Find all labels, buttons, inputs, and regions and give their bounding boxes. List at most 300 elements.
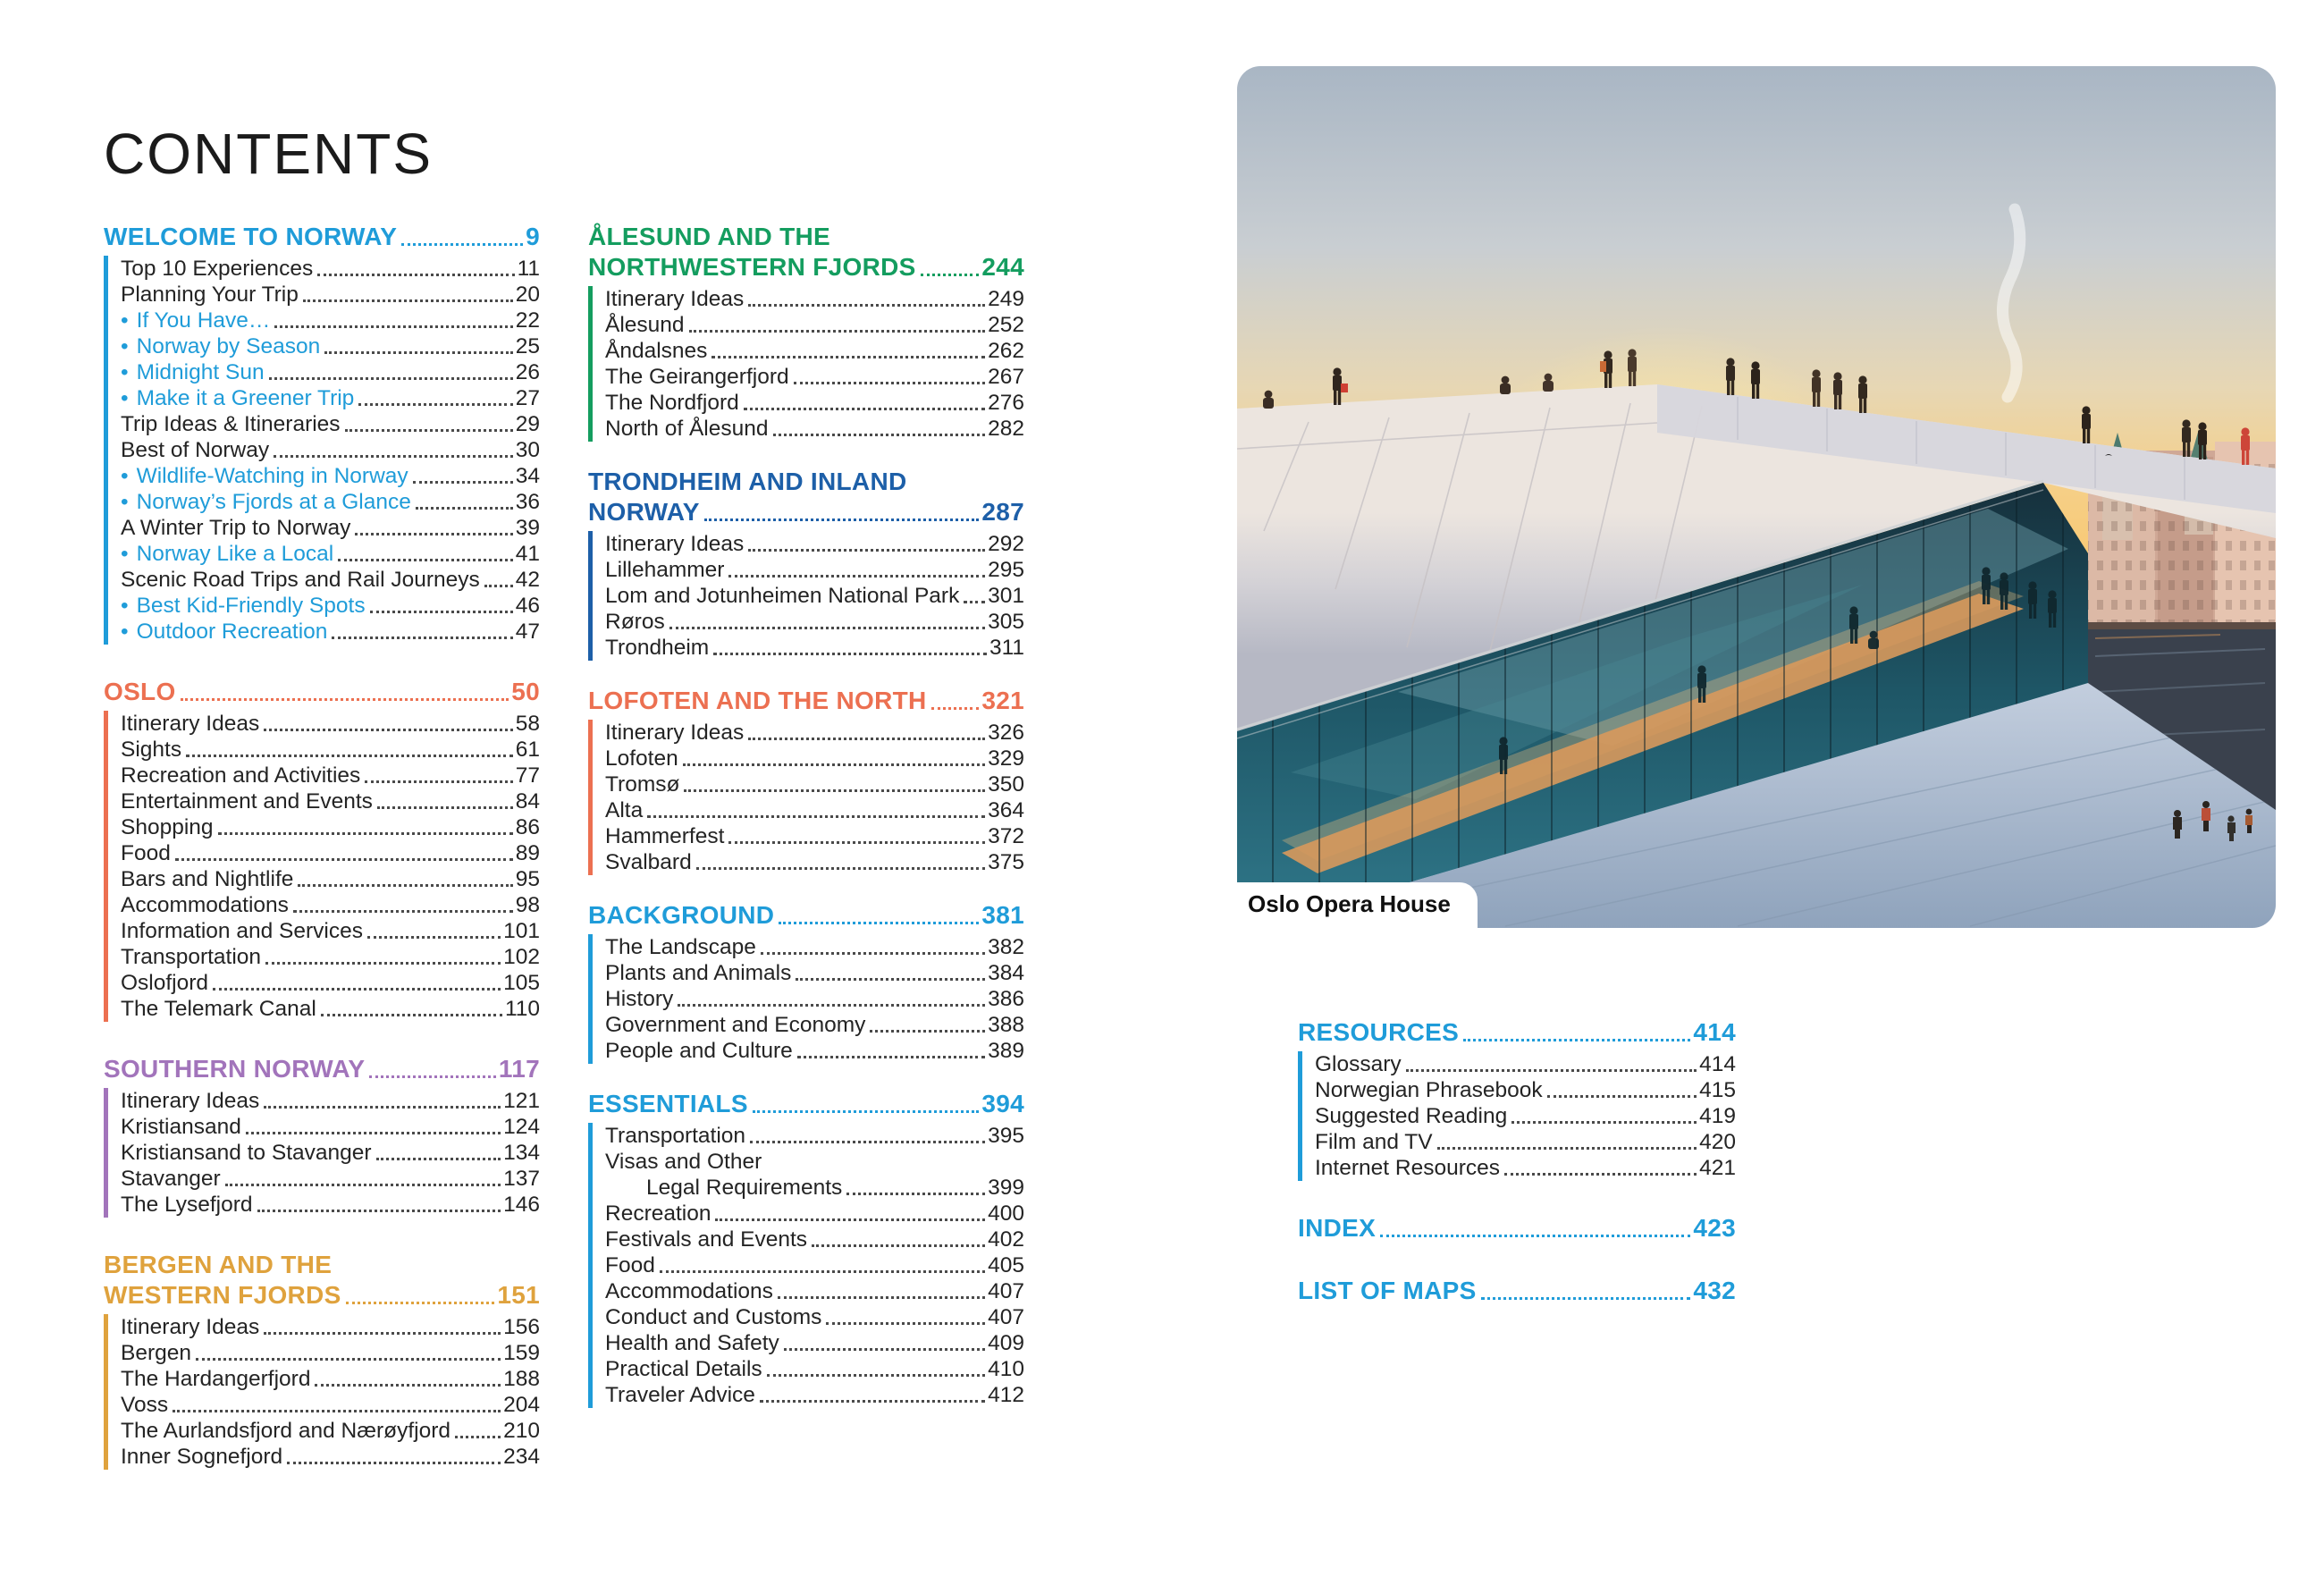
dot-leader [298, 884, 512, 887]
toc-column-left [104, 222, 540, 1502]
toc-entry[interactable] [121, 737, 540, 763]
toc-entry[interactable] [605, 286, 1024, 312]
dot-leader [753, 1110, 980, 1113]
toc-section-entries [104, 1314, 540, 1470]
dot-leader [779, 922, 979, 924]
toc-entry-label: Ålesund [605, 313, 685, 337]
toc-entry[interactable] [605, 338, 1024, 364]
dot-leader [964, 601, 985, 603]
toc-entry[interactable] [121, 1140, 540, 1166]
dot-leader [287, 1462, 501, 1464]
toc-entry-page: 102 [503, 945, 540, 969]
section-page-number: 414 [1693, 1018, 1736, 1046]
toc-entry-page: 409 [988, 1331, 1024, 1355]
dot-leader [303, 299, 513, 302]
dot-leader [760, 1400, 985, 1403]
bullet-icon: • [121, 594, 129, 618]
toc-entry-label: Top 10 Experiences [121, 257, 314, 281]
opera-house-illustration [1237, 66, 2276, 928]
section-title: NORWAY [588, 498, 700, 526]
bullet-icon: • [121, 360, 129, 384]
toc-entry-page: 22 [515, 308, 540, 333]
dot-leader [265, 962, 501, 965]
dot-leader [246, 1132, 501, 1134]
toc-entry-page: 25 [515, 334, 540, 358]
toc-entry-page: 95 [515, 867, 540, 891]
bullet-icon: • [121, 334, 129, 358]
toc-entry[interactable] [605, 1149, 1024, 1175]
section-title: INDEX [1298, 1214, 1377, 1242]
toc-entry-label: Itinerary Ideas [605, 532, 745, 556]
toc-entry-page: 407 [988, 1279, 1024, 1303]
toc-entry-label: Oslofjord [121, 971, 209, 995]
toc-entry-page: 405 [988, 1253, 1024, 1277]
dot-leader [794, 382, 985, 384]
toc-entry[interactable] [121, 359, 540, 385]
dot-leader [365, 780, 512, 783]
section-title: OSLO [104, 678, 176, 705]
dot-leader [713, 653, 987, 655]
toc-section-entries [588, 934, 1024, 1064]
toc-entry-page: 384 [988, 961, 1024, 985]
toc-entry-page: 420 [1699, 1130, 1736, 1154]
dot-leader [264, 729, 512, 731]
dot-leader [647, 815, 985, 818]
toc-entry-label: Svalbard [605, 850, 692, 874]
section-title: BACKGROUND [588, 901, 775, 929]
toc-entry[interactable] [1315, 1103, 1736, 1129]
toc-entry-page: 375 [988, 850, 1024, 874]
dot-leader [812, 1244, 985, 1247]
dot-leader [750, 1141, 985, 1143]
toc-entry-label: Legal Requirements [646, 1176, 843, 1200]
toc-entry-label: The Hardangerfjord [121, 1367, 311, 1391]
toc-entry[interactable] [121, 1114, 540, 1140]
toc-entry-label: Entertainment and Events [121, 789, 373, 814]
toc-entry[interactable] [121, 333, 540, 359]
toc-entry-label: The Telemark Canal [121, 997, 316, 1021]
toc-entry-label: Health and Safety [605, 1331, 779, 1355]
toc-entry-page: 42 [515, 568, 540, 592]
toc-section-heading[interactable] [104, 677, 540, 707]
toc-section-heading[interactable] [1298, 1017, 1736, 1048]
toc-entry-label: Bergen [121, 1341, 192, 1365]
toc-entry-page: 252 [988, 313, 1024, 337]
toc-entry[interactable] [605, 746, 1024, 771]
toc-entry[interactable] [121, 944, 540, 970]
toc-entry[interactable] [121, 840, 540, 866]
toc-entry[interactable] [121, 308, 540, 333]
toc-entry-page: 372 [988, 824, 1024, 848]
toc-entry-page: 188 [503, 1367, 540, 1391]
toc-entry[interactable] [605, 986, 1024, 1012]
toc-entry-label: Outdoor Recreation [136, 620, 328, 644]
toc-entry-label: Norwegian Phrasebook [1315, 1078, 1543, 1102]
toc-entry-label: Make it a Greener Trip [136, 386, 355, 410]
dot-leader [826, 1322, 985, 1325]
dot-leader [346, 1302, 495, 1304]
toc-entry[interactable] [605, 1201, 1024, 1227]
toc-entry-page: 46 [515, 594, 540, 618]
toc-entry[interactable] [605, 1252, 1024, 1278]
toc-entry-page: 301 [988, 584, 1024, 608]
toc-entry-label: Inner Sognefjord [121, 1445, 283, 1469]
dot-leader [377, 806, 513, 809]
toc-section-heading[interactable] [104, 222, 540, 252]
dot-leader [196, 1358, 501, 1361]
toc-entry-page: 101 [503, 919, 540, 943]
dot-leader [264, 1332, 501, 1335]
dot-leader [358, 403, 512, 406]
dot-leader [678, 1004, 985, 1007]
toc-entry[interactable] [605, 1175, 1024, 1201]
toc-entry[interactable] [605, 635, 1024, 661]
toc-section-entries [104, 711, 540, 1022]
toc-entry[interactable] [121, 1340, 540, 1366]
dot-leader [213, 988, 501, 991]
section-page-number: 381 [981, 901, 1024, 929]
toc-entry-page: 124 [503, 1115, 540, 1139]
toc-entry[interactable] [121, 593, 540, 619]
toc-entry-page: 61 [515, 738, 540, 762]
dot-leader [218, 832, 513, 835]
toc-section-trondheim-and-inland-norway [588, 467, 1024, 661]
toc-entry-label: Information and Services [121, 919, 363, 943]
dot-leader [748, 304, 985, 307]
toc-entry-label: A Winter Trip to Norway [121, 516, 351, 540]
dot-leader [778, 1296, 985, 1299]
dot-leader [315, 1384, 501, 1387]
toc-entry-page: 47 [515, 620, 540, 644]
dot-leader [773, 434, 986, 436]
toc-entry-page: 388 [988, 1013, 1024, 1037]
toc-entry[interactable] [605, 312, 1024, 338]
toc-section-resources [1298, 1017, 1736, 1181]
toc-entry-page: 26 [515, 360, 540, 384]
section-page-number: 117 [498, 1055, 540, 1083]
toc-entry-label: People and Culture [605, 1039, 793, 1063]
toc-entry-page: 137 [503, 1167, 540, 1191]
toc-entry[interactable] [605, 416, 1024, 442]
toc-entry-label: Internet Resources [1315, 1156, 1500, 1180]
toc-entry-label: Kristiansand to Stavanger [121, 1141, 372, 1165]
dot-leader [274, 455, 513, 458]
toc-entry-page: 159 [503, 1341, 540, 1365]
toc-entry-page: 400 [988, 1201, 1024, 1226]
toc-entry[interactable] [121, 996, 540, 1022]
toc-entry-label: Recreation [605, 1201, 712, 1226]
bullet-icon: • [121, 386, 129, 410]
toc-entry-label: Itinerary Ideas [605, 721, 745, 745]
toc-section-alesund-and-the-northwestern-fjords [588, 222, 1024, 442]
toc-entry-label: Lillehammer [605, 558, 725, 582]
toc-entry-page: 249 [988, 287, 1024, 311]
toc-entry[interactable] [605, 934, 1024, 960]
toc-entry-label: Recreation and Activities [121, 763, 361, 788]
toc-entry-page: 11 [517, 257, 540, 281]
section-title: ESSENTIALS [588, 1090, 748, 1117]
toc-entry[interactable] [121, 1192, 540, 1218]
section-title: ÅLESUND AND THE [588, 223, 831, 250]
toc-section-list-of-maps [1298, 1276, 1736, 1306]
dot-leader [293, 910, 513, 913]
toc-entry[interactable] [121, 282, 540, 308]
toc-entry-label: Trip Ideas & Itineraries [121, 412, 341, 436]
toc-entry[interactable] [121, 619, 540, 645]
toc-entry[interactable] [121, 256, 540, 282]
toc-section-heading[interactable] [1298, 1276, 1736, 1306]
toc-entry-label: Conduct and Customs [605, 1305, 822, 1329]
dot-leader [338, 559, 513, 561]
toc-entry-label: Midnight Sun [136, 360, 265, 384]
dot-leader [761, 952, 985, 955]
dot-leader [175, 858, 513, 861]
dot-leader [712, 356, 985, 358]
toc-entry-label: Visas and Other [605, 1150, 762, 1174]
bullet-icon: • [121, 542, 129, 566]
photo-caption: Oslo Opera House [1237, 882, 1478, 928]
toc-entry[interactable] [605, 531, 1024, 557]
toc-entry[interactable] [605, 1304, 1024, 1330]
toc-entry-page: 329 [988, 746, 1024, 771]
toc-entry-page: 134 [503, 1141, 540, 1165]
toc-entry[interactable] [121, 489, 540, 515]
toc-entry[interactable] [121, 711, 540, 737]
toc-entry[interactable] [605, 364, 1024, 390]
toc-entry-page: 415 [1699, 1078, 1736, 1102]
dot-leader [744, 408, 985, 410]
dot-leader [401, 243, 523, 246]
dot-leader [264, 1106, 501, 1109]
section-page-number: 50 [511, 678, 540, 705]
toc-entry[interactable] [121, 1418, 540, 1444]
toc-section-lofoten-and-the-north [588, 686, 1024, 875]
section-page-number: 432 [1693, 1277, 1736, 1304]
section-page-number: 151 [497, 1281, 540, 1309]
toc-entry[interactable] [121, 1314, 540, 1340]
toc-entry[interactable] [605, 1278, 1024, 1304]
toc-section-heading[interactable] [588, 900, 1024, 931]
toc-entry-label: Åndalsnes [605, 339, 708, 363]
toc-entry-label: Planning Your Trip [121, 282, 299, 307]
toc-entry[interactable] [121, 515, 540, 541]
toc-entry[interactable] [121, 1392, 540, 1418]
dot-leader [1437, 1147, 1697, 1150]
toc-entry-page: 20 [515, 282, 540, 307]
section-title: BERGEN AND THE [104, 1251, 333, 1278]
toc-entry[interactable] [121, 567, 540, 593]
dot-leader [728, 575, 985, 578]
toc-section-southern-norway [104, 1054, 540, 1218]
dot-leader [355, 533, 512, 535]
toc-entry[interactable] [121, 1444, 540, 1470]
toc-entry-label: Suggested Reading [1315, 1104, 1508, 1128]
toc-entry[interactable] [121, 437, 540, 463]
toc-entry[interactable] [1315, 1129, 1736, 1155]
toc-entry-label: The Nordfjord [605, 391, 739, 415]
toc-entry-page: 121 [503, 1089, 540, 1113]
dot-leader [181, 698, 509, 701]
toc-entry[interactable] [605, 1012, 1024, 1038]
toc-section-essentials [588, 1089, 1024, 1408]
toc-entry-label: Trondheim [605, 636, 710, 660]
section-title: NORTHWESTERN FJORDS [588, 253, 916, 281]
toc-entry-label: Plants and Animals [605, 961, 792, 985]
dot-leader [367, 936, 501, 939]
toc-entry[interactable] [605, 720, 1024, 746]
toc-section-entries [588, 286, 1024, 442]
toc-entry-label: Best Kid-Friendly Spots [136, 594, 366, 618]
toc-entry[interactable] [605, 609, 1024, 635]
toc-entry[interactable] [605, 823, 1024, 849]
toc-entry-page: 29 [515, 412, 540, 436]
toc-section-heading[interactable] [1298, 1213, 1736, 1244]
toc-entry[interactable] [605, 1330, 1024, 1356]
section-page-number: 9 [526, 223, 540, 250]
dot-leader [332, 637, 512, 639]
toc-entry[interactable] [605, 1123, 1024, 1149]
toc-entry-page: 399 [988, 1176, 1024, 1200]
dot-leader [715, 1218, 985, 1221]
toc-section-entries [104, 256, 540, 645]
toc-entry-page: 41 [515, 542, 540, 566]
section-title: SOUTHERN NORWAY [104, 1055, 366, 1083]
toc-entry[interactable] [121, 463, 540, 489]
bullet-icon: • [121, 620, 129, 644]
toc-section-entries [1298, 1051, 1736, 1181]
dot-leader [784, 1348, 985, 1351]
toc-entry-page: 110 [504, 997, 540, 1021]
dot-leader [1511, 1121, 1697, 1124]
toc-section-heading[interactable] [588, 1089, 1024, 1119]
toc-entry-page: 402 [988, 1227, 1024, 1252]
section-title: LIST OF MAPS [1298, 1277, 1477, 1304]
toc-entry[interactable] [605, 557, 1024, 583]
dot-leader [369, 1075, 496, 1078]
toc-section-heading[interactable] [588, 686, 1024, 716]
toc-entry-label: The Landscape [605, 935, 756, 959]
toc-entry[interactable] [121, 970, 540, 996]
toc-section-heading[interactable] [588, 467, 1024, 527]
toc-entry-page: 98 [515, 893, 540, 917]
toc-entry-page: 234 [503, 1445, 540, 1469]
toc-section-oslo [104, 677, 540, 1022]
section-page-number: 423 [1693, 1214, 1736, 1242]
toc-entry-label: Film and TV [1315, 1130, 1433, 1154]
toc-section-heading[interactable] [104, 1054, 540, 1084]
dot-leader [767, 1374, 985, 1377]
section-page-number: 287 [981, 498, 1024, 526]
toc-entry[interactable] [121, 763, 540, 788]
toc-entry-label: Voss [121, 1393, 169, 1417]
toc-entry[interactable] [605, 1382, 1024, 1408]
toc-entry-label: Sights [121, 738, 182, 762]
toc-entry[interactable] [1315, 1051, 1736, 1077]
dot-leader [376, 1158, 501, 1160]
dot-leader [370, 611, 513, 613]
dot-leader [1406, 1069, 1697, 1072]
toc-entry[interactable] [605, 390, 1024, 416]
toc-entry[interactable] [121, 411, 540, 437]
dot-leader [797, 1056, 985, 1058]
dot-leader [669, 627, 985, 629]
toc-entry-page: 395 [988, 1124, 1024, 1148]
dot-leader [257, 1210, 501, 1212]
toc-entry[interactable] [605, 1227, 1024, 1252]
dot-leader [1463, 1039, 1690, 1041]
toc-entry-label: Itinerary Ideas [121, 712, 260, 736]
dot-leader [455, 1436, 501, 1438]
toc-entry[interactable] [605, 797, 1024, 823]
toc-entry-page: 276 [988, 391, 1024, 415]
toc-entry-label: History [605, 987, 674, 1011]
bullet-icon: • [121, 308, 129, 333]
toc-entry-page: 34 [515, 464, 540, 488]
dot-leader [704, 518, 980, 521]
toc-entry-label: Røros [605, 610, 665, 634]
toc-entry[interactable] [121, 918, 540, 944]
toc-entry[interactable] [605, 1038, 1024, 1064]
toc-section-heading[interactable] [104, 1250, 540, 1311]
toc-entry-page: 389 [988, 1039, 1024, 1063]
toc-entry[interactable] [121, 866, 540, 892]
section-page-number: 321 [981, 687, 1024, 714]
dot-leader [416, 507, 513, 510]
toc-entry-page: 86 [515, 815, 540, 839]
toc-entry-page: 364 [988, 798, 1024, 822]
toc-entry-page: 305 [988, 610, 1024, 634]
toc-entry[interactable] [605, 583, 1024, 609]
toc-section-entries [588, 720, 1024, 875]
toc-entry[interactable] [121, 385, 540, 411]
toc-entry-page: 292 [988, 532, 1024, 556]
toc-entry-label: Bars and Nightlife [121, 867, 294, 891]
dot-leader [173, 1410, 501, 1412]
toc-entry-page: 326 [988, 721, 1024, 745]
toc-entry[interactable] [121, 892, 540, 918]
toc-section-heading[interactable] [588, 222, 1024, 282]
toc-entry[interactable] [605, 771, 1024, 797]
toc-entry[interactable] [121, 1366, 540, 1392]
dot-leader [324, 351, 513, 354]
toc-entry-page: 84 [515, 789, 540, 814]
toc-section-entries [588, 1123, 1024, 1408]
toc-entry[interactable] [605, 960, 1024, 986]
toc-entry-page: 282 [988, 417, 1024, 441]
toc-section-background [588, 900, 1024, 1064]
toc-entry[interactable] [605, 1356, 1024, 1382]
dot-leader [321, 1014, 502, 1016]
toc-entry[interactable] [605, 849, 1024, 875]
dot-leader [684, 789, 985, 792]
oslo-opera-house-photo [1237, 66, 2276, 928]
toc-entry[interactable] [121, 541, 540, 567]
toc-entry[interactable] [1315, 1155, 1736, 1181]
toc-entry-page: 204 [503, 1393, 540, 1417]
toc-entry[interactable] [1315, 1077, 1736, 1103]
toc-entry-page: 412 [988, 1383, 1024, 1407]
toc-entry-label: Lom and Jotunheimen National Park [605, 584, 960, 608]
toc-section-index [1298, 1213, 1736, 1244]
toc-entry[interactable] [121, 1166, 540, 1192]
toc-entry[interactable] [121, 1088, 540, 1114]
dot-leader [683, 763, 985, 766]
toc-entry[interactable] [121, 788, 540, 814]
bullet-icon: • [121, 490, 129, 514]
toc-entry[interactable] [121, 814, 540, 840]
toc-column-right [1298, 1017, 1736, 1338]
dot-leader [696, 867, 985, 870]
